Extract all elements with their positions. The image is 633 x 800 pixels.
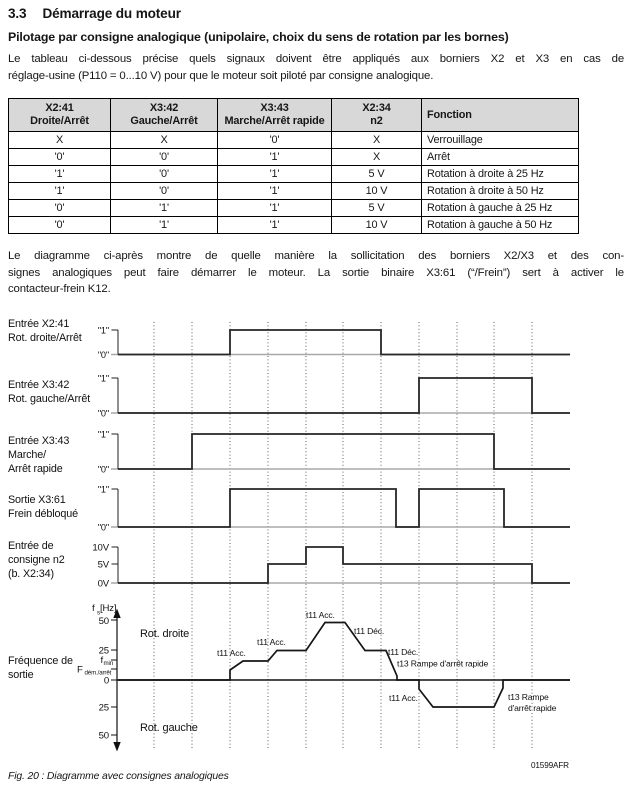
- level-label-high: "1": [97, 484, 109, 495]
- freq-tick-0: 0: [103, 675, 109, 687]
- frequency-axis-labels: [77, 603, 198, 742]
- table-cell: 10 V: [332, 183, 422, 200]
- freq-tick-50: 50: [98, 616, 109, 627]
- level-label-high: "1": [97, 325, 109, 336]
- paragraph-line: contacteur-frein K12.: [8, 283, 111, 295]
- table-cell: '1': [218, 166, 332, 183]
- table-cell: '0': [111, 166, 218, 183]
- signal-label: Entrée X2:41: [8, 318, 70, 330]
- table-cell: '0': [218, 132, 332, 149]
- header-line: Marche/Arrêt rapide: [224, 115, 325, 127]
- freq-tick-neg25: 25: [98, 702, 109, 714]
- table-cell: X: [9, 132, 111, 149]
- signal-label: Marche/: [8, 449, 46, 461]
- table-cell: '1': [111, 200, 218, 217]
- header-line: X3:43: [260, 102, 289, 114]
- table-cell: X: [332, 149, 422, 166]
- header-line: n2: [370, 115, 383, 127]
- table-cell: '1': [218, 200, 332, 217]
- table-cell: X: [332, 132, 422, 149]
- annotation-t11-acc: t11 Acc.: [257, 637, 286, 647]
- header-line: X2:41: [45, 102, 74, 114]
- header-line: Gauche/Arrêt: [130, 115, 198, 127]
- table-cell: '1': [9, 183, 111, 200]
- table-cell: 5 V: [332, 166, 422, 183]
- header-line: Fonction: [427, 108, 472, 121]
- signal-label: Frein débloqué: [8, 508, 78, 520]
- level-label-low: "0": [97, 522, 109, 533]
- level-axes: [112, 330, 119, 583]
- table-cell: Rotation à droite à 25 Hz: [422, 166, 579, 183]
- annotation-t11-acc: t11 Acc.: [306, 610, 335, 620]
- freq-tick-fmin-sub: min: [103, 660, 114, 667]
- signal-label: Entrée X3:42: [8, 379, 70, 391]
- waveform-x3-43: [118, 434, 570, 469]
- freq-tick-25: 25: [98, 645, 109, 657]
- rotation-right-label: Rot. droite: [140, 628, 190, 640]
- table-cell: Rotation à droite à 50 Hz: [422, 183, 579, 200]
- paragraph-line: signes analogiques peut faire démarrer le moteur. La sortie binaire X3:61 (“/Frein”) sert à activer le: [8, 266, 624, 279]
- freq-axis-symbol: f: [92, 603, 95, 614]
- annotation-t13-ramp: d'arrêt rapide: [508, 703, 557, 713]
- header-line: X2:34: [362, 102, 391, 114]
- waveform-consigne-n2: [118, 547, 570, 583]
- signal-label: Rot. gauche/Arrêt: [8, 393, 91, 405]
- signal-label: Entrée X3:43: [8, 435, 70, 447]
- paragraph-line: Le diagramme ci-après montre de quelle manière la sollicitation des borniers X2/X3 et des con-: [8, 250, 624, 262]
- signal-label: consigne n2: [8, 554, 65, 566]
- signal-label: sortie: [8, 669, 34, 681]
- level-labels: [92, 326, 109, 590]
- level-label-low: "0": [97, 464, 109, 475]
- table-cell: '1': [218, 183, 332, 200]
- table-cell: '1': [9, 166, 111, 183]
- annotation-t13-ramp: t13 Rampe: [508, 692, 549, 702]
- signal-label: Entrée de: [8, 540, 54, 552]
- subsection-heading: Pilotage par consigne analogique (unipolaire, choix du sens de rotation par les bornes): [8, 30, 509, 44]
- axis-arrow-down: [113, 742, 120, 752]
- rotation-left-label: Rot. gauche: [140, 722, 198, 734]
- waveform-x3-61: [118, 489, 570, 527]
- freq-axis-symbol-sub: s: [97, 609, 100, 617]
- table-cell: 10 V: [332, 217, 422, 234]
- waveform-x2-41: [118, 330, 570, 355]
- annotation-t11-acc: t11 Acc.: [389, 693, 418, 703]
- annotation-t13-ramp: t13 Rampe d'arrêt rapide: [397, 658, 489, 669]
- table-cell: Arrêt: [422, 149, 579, 166]
- table-cell: Rotation à gauche à 50 Hz: [422, 217, 579, 234]
- table-cell: '1': [218, 149, 332, 166]
- table-cell: X: [111, 132, 218, 149]
- signal-labels: [8, 318, 90, 681]
- freq-axis-unit: [Hz]: [100, 603, 117, 614]
- section-title: Démarrage du moteur: [42, 6, 181, 21]
- level-label-low: "0": [97, 350, 109, 360]
- level-label-low: "0": [97, 408, 109, 419]
- header-line: X3:42: [149, 102, 179, 114]
- header-line: Droite/Arrêt: [30, 115, 89, 127]
- annotation-t11-dec: t11 Déc.: [388, 647, 419, 657]
- freq-tick-neg50: 50: [98, 730, 109, 742]
- signal-label: Arrêt rapide: [8, 463, 63, 475]
- table-cell: 5 V: [332, 200, 422, 217]
- paragraph-line: Le tableau ci-dessous précise quels signaux doivent être appliqués aux borniers X2 et X3 en cas de: [8, 53, 624, 65]
- voltage-label-5v: 5V: [97, 559, 109, 571]
- table-cell: Rotation à gauche à 25 Hz: [422, 200, 579, 217]
- time-gridlines: [154, 322, 532, 748]
- level-label-high: "1": [97, 373, 109, 384]
- voltage-label-0v: 0V: [97, 578, 109, 590]
- signal-label: (b. X2:34): [8, 568, 54, 580]
- table-cell: '1': [111, 217, 218, 234]
- level-label-high: "1": [97, 429, 109, 440]
- signal-label: Rot. droite/Arrêt: [8, 332, 82, 344]
- figure-caption: Fig. 20 : Diagramme avec consignes analogiques: [8, 771, 229, 782]
- voltage-label-10v: 10V: [92, 542, 109, 554]
- section-number: 3.3: [8, 6, 27, 21]
- table-cell: '0': [9, 149, 111, 166]
- signal-label: Fréquence de: [8, 655, 73, 667]
- freq-tick-fdem-sub: dém./arrêt: [84, 669, 112, 677]
- paragraph-line: réglage-usine (P110 = 0...10 V) pour que le moteur soit piloté par consigne analogique.: [8, 69, 434, 82]
- table-cell: '0': [9, 217, 111, 234]
- table-cell: Verrouillage: [422, 132, 579, 149]
- drawing-code: 01599AFR: [531, 761, 569, 770]
- table-cell: '0': [9, 200, 111, 217]
- table-cell: '1': [218, 217, 332, 234]
- signal-label: Sortie X3:61: [8, 494, 66, 506]
- freq-tick-fdem: F: [77, 664, 83, 676]
- freq-tick-fmin: f: [100, 655, 103, 666]
- table-cell: '0': [111, 149, 218, 166]
- table-cell: '0': [111, 183, 218, 200]
- annotation-t11-dec: t11 Déc.: [354, 626, 385, 636]
- waveform-x3-42: [118, 378, 570, 413]
- annotation-t11-acc: t11 Acc.: [217, 648, 246, 658]
